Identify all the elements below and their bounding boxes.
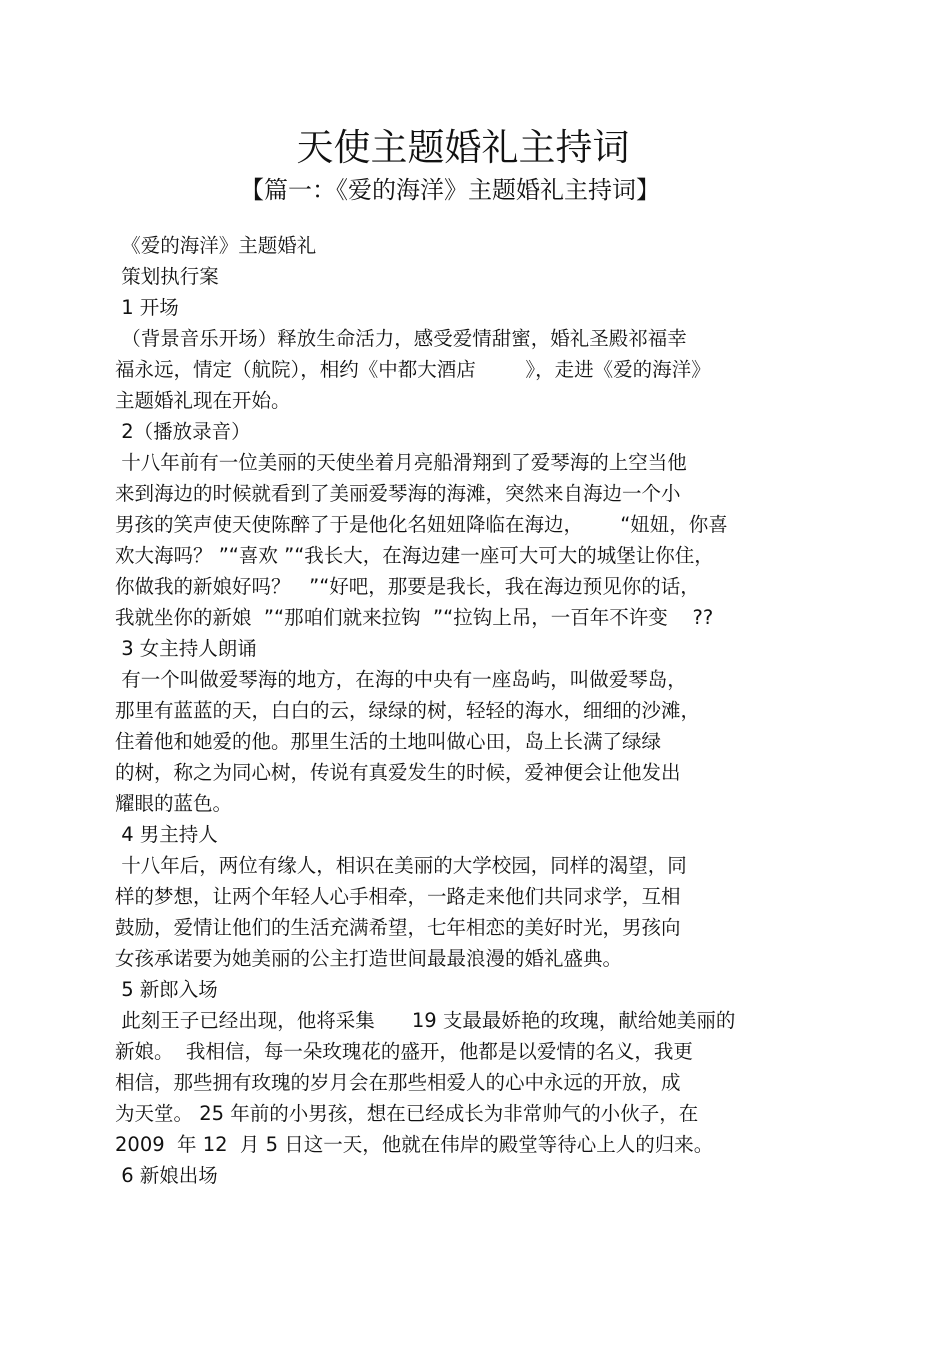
section-heading: 【篇一：《爱的海洋》主题婚礼主持词】 <box>240 176 660 204</box>
text-line: 2009 年 12 月 5 日这一天，他就在伟岸的殿堂等待心上人的归来。 <box>115 1133 714 1156</box>
text-line: 鼓励，爱情让他们的生活充满希望，七年相恋的美好时光，男孩向 <box>115 916 681 939</box>
text-line: 有一个叫做爱琴海的地方，在海的中央有一座岛屿，叫做爱琴岛， <box>115 668 687 691</box>
text-line: 十八年后，两位有缘人，相识在美丽的大学校园，同样的渴望，同 <box>115 854 687 877</box>
text-line: 4 男主持人 <box>115 823 218 846</box>
text-line: 新娘。 我相信，每一朵玫瑰花的盛开，他都是以爱情的名义，我更 <box>115 1040 693 1063</box>
text-line: 我就坐你的新娘 ”“那咱们就来拉钩 ”“拉钩上吊，一百年不许变 ?? <box>115 606 714 629</box>
document-title: 天使主题婚礼主持词 <box>296 126 630 169</box>
text-line: 5 新郎入场 <box>115 978 218 1001</box>
text-line: 欢大海吗？ ”“喜欢 ”“我长大，在海边建一座可大可大的城堡让你住， <box>115 544 714 567</box>
text-line: 此刻王子已经出现，他将采集 19 支最最娇艳的玫瑰，献给她美丽的 <box>115 1009 736 1032</box>
text-line: 《爱的海洋》主题婚礼 <box>115 234 317 257</box>
text-line: 福永远，情定（航院），相约《中都大酒店 》，走进《爱的海洋》 <box>115 358 711 381</box>
text-line: 女孩承诺要为她美丽的公主打造世间最最浪漫的婚礼盛典。 <box>115 947 623 970</box>
text-line: 的树，称之为同心树，传说有真爱发生的时候，爱神便会让他发出 <box>115 761 681 784</box>
text-line: 住着他和她爱的他。那里生活的土地叫做心田，岛上长满了绿绿 <box>115 730 662 753</box>
text-line: 十八年前有一位美丽的天使坐着月亮船滑翔到了爱琴海的上空当他 <box>115 451 687 474</box>
text-line: 那里有蓝蓝的天，白白的云，绿绿的树，轻轻的海水，细细的沙滩， <box>115 699 701 722</box>
text-line: 1 开场 <box>115 296 179 319</box>
text-line: 主题婚礼现在开始。 <box>115 389 291 412</box>
text-line: 3 女主持人朗诵 <box>115 637 257 660</box>
text-line: 为天堂。 25 年前的小男孩，想在已经成长为非常帅气的小伙子，在 <box>115 1102 699 1125</box>
text-line: 策划执行案 <box>115 265 219 288</box>
text-line: 6 新娘出场 <box>115 1164 218 1187</box>
text-line: 耀眼的蓝色。 <box>115 792 233 815</box>
text-line: 来到海边的时候就看到了美丽爱琴海的海滩，突然来自海边一个小 <box>115 482 681 505</box>
text-line: 样的梦想，让两个年轻人心手相牵，一路走来他们共同求学，互相 <box>115 885 681 908</box>
text-line: 男孩的笑声使天使陈醉了于是他化名妞妞降临在海边， “妞妞，你喜 <box>115 513 728 536</box>
text-line: 相信，那些拥有玫瑰的岁月会在那些相爱人的心中永远的开放，成 <box>115 1071 681 1094</box>
body-text <box>115 230 815 1191</box>
text-line: （背景音乐开场）释放生命活力，感受爱情甜蜜，婚礼圣殿祁福幸 <box>115 327 687 350</box>
text-line: 你做我的新娘好吗？ ”“好吧，那要是我长，我在海边预见你的话， <box>115 575 700 598</box>
text-line: 2（播放录音） <box>115 420 251 443</box>
